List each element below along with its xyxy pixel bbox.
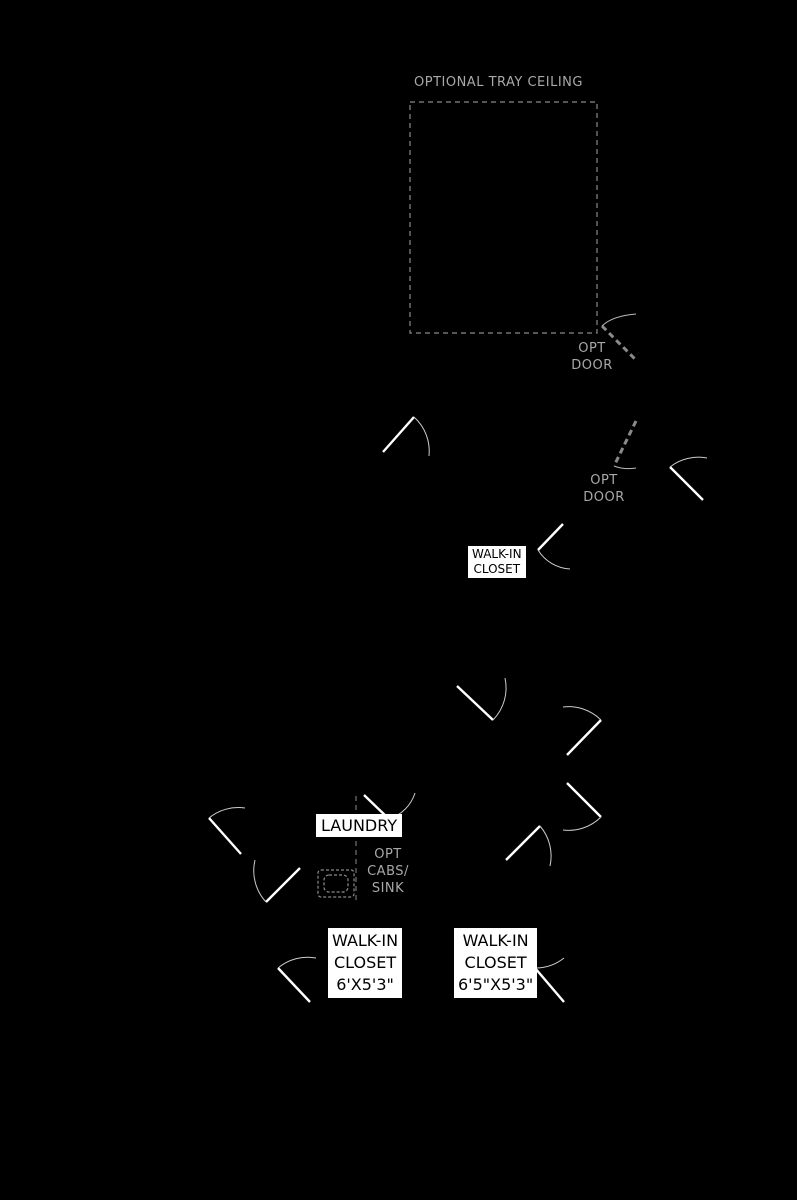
walk-in-closet-2-label: WALK-IN CLOSET 6'X5'3" bbox=[328, 928, 402, 998]
opt-cabs-sink-label: OPT CABS/ SINK bbox=[367, 847, 409, 896]
tray-ceiling-outline bbox=[410, 102, 597, 333]
walk-in-closet-1-label: WALK-IN CLOSET bbox=[468, 546, 526, 578]
walk-in-closet-3-label: WALK-IN CLOSET 6'5"X5'3" bbox=[454, 928, 537, 998]
opt-door-1-label: OPT DOOR bbox=[571, 341, 613, 373]
door-swing-icon bbox=[457, 678, 506, 720]
door-swing-icon bbox=[506, 826, 551, 866]
door-swing-icon bbox=[535, 958, 564, 1002]
laundry-label: LAUNDRY bbox=[316, 814, 402, 837]
sink-icon bbox=[318, 870, 354, 897]
tray-ceiling-label: OPTIONAL TRAY CEILING bbox=[414, 75, 583, 90]
door-swing-icon bbox=[563, 707, 601, 755]
door-swing-icon bbox=[383, 417, 429, 456]
opt-door-2-label: OPT DOOR bbox=[583, 473, 625, 505]
door-swing-icon bbox=[254, 860, 300, 902]
door-swing-icon bbox=[538, 524, 570, 569]
door-swing-icon bbox=[670, 457, 707, 500]
door-swing-icon bbox=[563, 783, 601, 830]
opt-door-2-icon bbox=[614, 421, 636, 469]
door-swing-icon bbox=[209, 808, 245, 854]
door-swing-icon bbox=[278, 957, 316, 1002]
